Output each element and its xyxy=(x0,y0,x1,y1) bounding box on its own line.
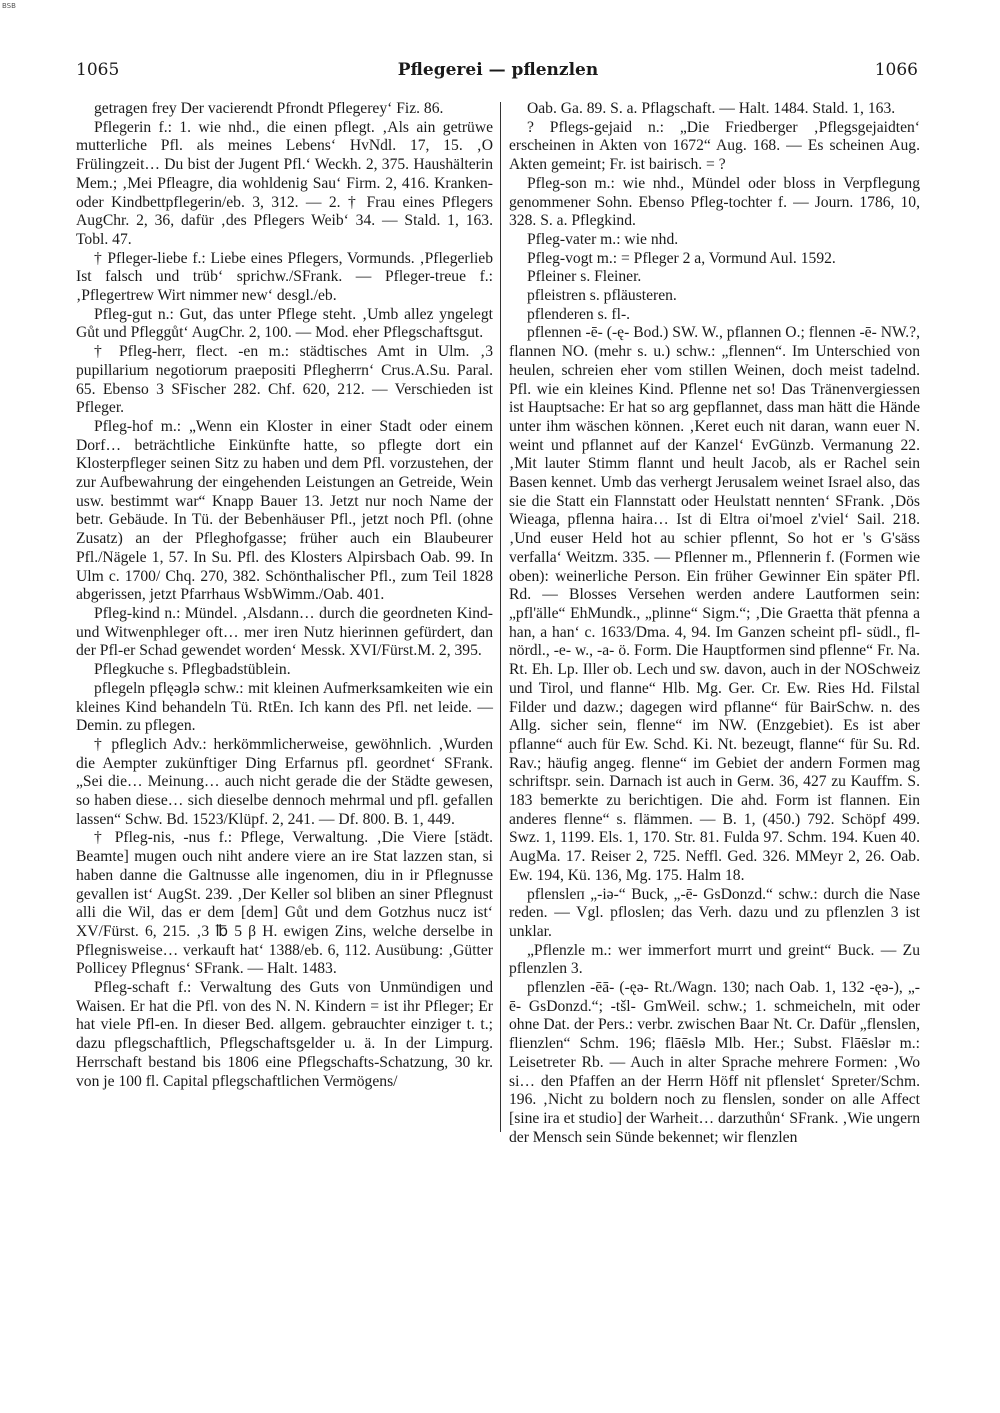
dictionary-entry: Pflegerin f.: 1. wie nhd., die einen pflegt. ‚Als ain getrüwe mutterliche Pfl. als meines Lebens‘ HvNdl. 17, 15. ‚O Frülingzeit… Du bist der Jugent Pfl.‘ Weckh. 2, 375. Haushälterin Mem.; ‚Mei Pfleagre, dia wohldenig Sau‘ Firm. 2, 416. Kranken- oder Kindbettpflegerin/eb. 3, 312. — 2. † Frau eines Pflegers AugChr. 2, 36, dafür ‚des Pflegers Weib‘ 34. — Stald. 1, 163. Tobl. 47. xyxy=(76,118,493,248)
dictionary-entry: pflenzlen -ēā- (-ęə- Rt./Wagn. 130; nach Oab. 1, 132 -ęə-), „-ē- GsDonzd.“; -tšl- GmWeil. schw.; 1. schmeicheln, mit oder ohne Dat. der Pers.: verbr. zwischen Baar Nt. Cr. Dafür „flenslen, flienzlen“ Schm. 196; flāēslə Mlb. Her.; Subst. Flāēslər m.: Leisetreter Rb. — Auch in alter Sprache mehrere Formen: ‚Wo si… den Pfaffen an der Herrn Höff nit pflenslet‘ Spreter/Schm. 196. ‚Nicht zu boldern noch zu flenslen, sonder on alle Affect [sine ira et studio] der Warheit… darzuthůn‘ SFrank. ‚Wie ungern der Mensch sein Sünde bekennet; wir flenzlen xyxy=(509,979,920,1146)
dictionary-entry: Pfleg-schaft f.: Verwaltung des Guts von Unmündigen und Waisen. Er hat die Pfl. von des N. N. Kindern = ist ihr Pfleger; Er hat viele Pfl-en. In dieser Bed. allgem. gebrauchter einziger t. t.; dazu pflegschaftlich, Pflegschaftsgelder u. ä. In der Limpurg. Herrschaft bestand bis 1806 eine Pflegschafts-Schatzung, 30 kr. von je 100 fl. Capital pflegschaftlichen Vermögens/ xyxy=(76,979,493,1090)
dictionary-entry: † Pfleger-liebe f.: Liebe eines Pflegers, Vormunds. ‚Pflegerlieb Ist falsch und trüb‘ sprichw./SFrank. — Pfleger-treue f.: ‚Pflegertrew Wirt nimmer new‘ desgl./eb. xyxy=(76,249,493,305)
dictionary-entry: † Pfleg-herr, flect. -en m.: städtisches Amt in Ulm. ‚3 pupillarium negotiorum praepositi Pflegherrn‘ Crus.A.Su. Paral. 65. Ebenso 3 SFischer 282. Chf. 620, 212. — Verschieden ist Pfleger. xyxy=(76,343,493,417)
dictionary-entry: Pfleg-son m.: wie nhd., Mündel oder bloss in Verpflegung genommener Sohn. Ebenso Pfleg-tochter f. — Journ. 1786, 10, 328. S. a. Pflegkind. xyxy=(509,174,920,230)
dictionary-entry: Pfleiner s. Fleiner. xyxy=(527,268,642,286)
dictionary-entry: Pflegkuche s. Pflegbadstüblein. xyxy=(94,661,291,679)
running-title: Pflegerei — pflenzlen xyxy=(397,60,599,80)
dictionary-entry: pflensleп „-iə-“ Buck, „-ē- GsDonzd.“ schw.: durch die Nase reden. — Vgl. pfloslen; das Verh. dazu und zu pflenzlen 3 ist unklar. xyxy=(509,885,920,940)
dictionary-entry: Pfleg-kind n.: Mündel. ‚Alsdann… durch die geordneten Kind- und Witwenphleger oft… mer iren Nutz hierinnen gefürdert, dan der Pfl-er Schad gewendet worden‘ Messk. XVI/Fürst.M. 2, 395. xyxy=(76,604,493,660)
dictionary-entry: Pfleg-vogt m.: = Pfleger 2 a, Vormund Aul. 1592. xyxy=(527,249,836,267)
page-number-right: 1066 xyxy=(874,60,918,80)
library-stamp: BSB xyxy=(2,2,16,10)
left-column xyxy=(76,100,493,1091)
dictionary-entry: pflennen -ē- (-ę- Bod.) SW. W., pflannen O.; flennen -ē- NW.?, flannen NO. (mehr s. u.) schw.: „flennen“. Im Unterschied von heulen, schreien eher vom stillen Weinen, doch meist tadelnd. Pfl. wie ein kleines Kind. Pflenne net so! Das Tränenvergiessen ist Hauptsache: Er hat so arg gepflannet, dass man hätt die Hände unter ihm wäschen können. ‚Keret euch nit daran, wann euer N. weint und pflannet auf der Kanzel‘ EvGünzb. Vermanung 22. ‚Mit lauter Stimm flannt und heult Jacob, als er Rachel sein Basen kennet. Umb das verhergt Jerusalem weinet Israel also, das sie die Statt ein Flannstatt oder Heulstatt nennten‘ SFrank. ‚Dös Wieaga, pflenna haira… Ist di Eltra oi'moel z'viel‘ Sail. 218. ‚Und euser Held hot au schier pflennt, So hot er 's G'säss verfalla‘ Weitzm. 335. — Pflenner m., Pflennerin f. (Formen wie oben): weinerliche Person. Ein früher Gewinner Ein später Pfl. Rd. — Blosses Versehen werden andere Lautformen sein: „pfl'älle“ EhMundk., „plinne“ Sigm.“; ‚Die Graetta thät pfenna a han, a han‘ c. 1633/Dma. 4, 94. Im Ganzen scheint pfl- südl., fl- nördl., -e- w., -a- ö. Form. Die Hauptformen sind pflenne“ Fr. Na. Rt. Eh. Lp. Iller ob. Lech und sw. davon, auch in der NOSchweiz und Tirol, und flanne“ Hlb. Mg. Ger. Cr. Ew. Ries Hd. Filstal Filder und dazw.; dagegen wird pflanne“ für BairSchw. n. des Allg. sicher sein, flenne“ im NW. (Enzgebiet). Es ist aber pflanne“ auch für Ew. Schd. Ki. Nt. bezeugt, flanne“ für Su. Rd. Rav.; häufig angeg. flenne“ im Gebiet der andern Formen mag schriftspr. sein. Darnach ist auch in Gerм. 36, 427 zu Kauffm. S. 183 bemerkte zu berichtigen. Die ahd. Form ist flannen. Ein anderes flenne“ s. flämmen. — B. 1, (450.) 792. Schöpf 499. Swz. 1, 1199. Els. 1, 170. Str. 81. Fulda 97. Schm. 194. Kuen 40. AugMa. 17. Reiser 2, 725. Neffl. Ged. 326. MMeyr 2, 26. Oab. Ew. 194, Kü. 136, Mg. 175. Halm 18. xyxy=(509,324,920,884)
dictionary-entry: Pfleg-hof m.: „Wenn ein Kloster in einer Stadt oder einem Dorf… beträchtliche Einkünfte hatte, so pflegte dort ein Klosterpfleger seinen Sitz zu haben und dem Pfl. vorzustehen, der zur Aufbewahrung der eingehenden Leistungen an Getreide, Wein usw. bestimmt war“ Knapp Bauer 13. Jetzt nur noch Name der betr. Gebäude. In Tü. der Bebenhäuser Pfl., jetzt noch Pfl. (ohne Zusatz) an der Pfleghofgasse; früher auch ein Blaubeurer Pfl./Nägele 1, 57. In Su. Pfl. des Klosters Alpirsbach Oab. 99. In Ulm c. 1700/ Chq. 270, 382. Schönthalischer Pfl., zum Teil 1828 abgerissen, jetzt Pfarrhaus WsbWimm./Oab. 401. xyxy=(76,417,493,604)
dictionary-entry: † pfleglich Adv.: herkömmlicherweise, gewöhnlich. ‚Wurden die Aempter zukünftiger Ding Erfarnus pfl. geordnet‘ SFrank. „Sei die… Meinung… auch nicht gerade die der Städte gewesen, so haben diese… sich dieselbe dennoch mehrmal und pfl. gefallen lassen“ Schw. Bd. 1523/Klüpf. 2, 241. — Df. 800. B. 1, 449. xyxy=(76,735,493,828)
dictionary-entry: pfleistren s. pfläusteren. xyxy=(527,287,677,305)
dictionary-entry: pflenderen s. fl-. xyxy=(527,305,631,323)
dictionary-entry: Pfleg-gut n.: Gut, das unter Pflege steht. ‚Umb allez yngelegt Gůt und Pfleggůt‘ AugChr. 2, 100. — Mod. eher Pflegschaftsgut. xyxy=(76,305,493,342)
dictionary-entry: Pfleg-vater m.: wie nhd. xyxy=(527,230,679,248)
dictionary-entry: getragen frey Der vacierendt Pfrondt Pflegerey‘ Fiz. 86. xyxy=(94,100,444,117)
column-divider xyxy=(500,102,501,1132)
dictionary-entry: Oab. Ga. 89. S. a. Pflagschaft. — Halt. 1484. Stald. 1, 163. xyxy=(527,100,896,117)
page-number-left: 1065 xyxy=(76,60,120,80)
dictionary-entry: „Pflenzle m.: wer immerfort murrt und greint“ Buck. — Zu pflenzlen 3. xyxy=(509,941,920,978)
dictionary-entry: pflegeln pflęəglə schw.: mit kleinen Aufmerksamkeiten wie ein kleines Kind behandeln Tü. RtEn. Ich kann des Pfl. net leide. — Demin. zu pflegen. xyxy=(76,679,493,735)
page-header xyxy=(76,60,920,84)
dictionary-entry: † Pfleg-nis, -nus f.: Pflege, Verwaltung. ‚Die Viere [städt. Beamte] mugen ouch niht andere viere an ire Stat lazzen stan, si haben danne die Galtnusse alle ingenomen, diu in ir Pflegnusse gevallen ist‘ AugSt. 239. ‚Der Keller sol bliben an siner Pflegnust alli die Wil, das er dem [dem] Gůt und dem Gotzhus nucz ist‘ XV/Fürst. 6, 215. ‚3 ℔ 5 β H. ewigen Zins, welche derselbe in Pflegnisweise… verkauft hat‘ 1388/eb. 6, 112. Ausübung: ‚Gütter Pollicey Pflegnus‘ SFrank. — Halt. 1483. xyxy=(76,829,493,978)
right-column xyxy=(509,100,920,1147)
dictionary-entry: ? Pflegs-gejaid n.: „Die Friedberger ‚Pflegsgejaidten‘ erscheinen in Akten von 1672“ Aug. 168. — Es scheinen Aug. Akten gemeint; Fr. ist bairisch. = ? xyxy=(509,118,920,174)
